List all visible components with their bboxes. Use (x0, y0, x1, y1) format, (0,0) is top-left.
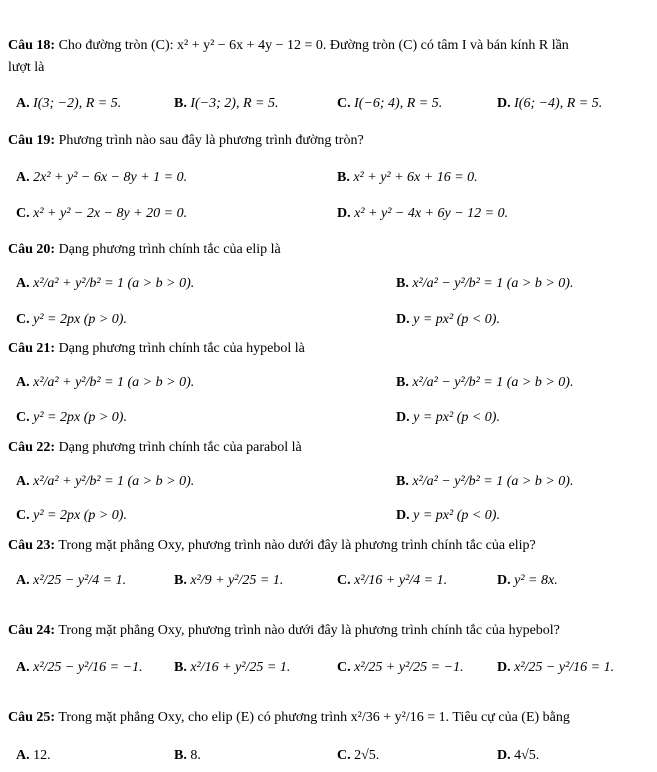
option-18-b[interactable]: B. I(−3; 2), R = 5. (174, 96, 279, 111)
question-text: Dạng phương trình chính tắc của hypebol là (58, 341, 305, 356)
option-23-b[interactable]: B. x²/9 + y²/25 = 1. (174, 573, 284, 588)
option-21-c[interactable]: C. y² = 2px (p > 0). (16, 410, 127, 425)
option-23-a[interactable]: A. x²/25 − y²/4 = 1. (16, 573, 127, 588)
question-number: Câu 18: (8, 38, 56, 53)
question-text: Dạng phương trình chính tắc của elip là (58, 242, 281, 257)
option-19-a[interactable]: A. 2x² + y² − 6x − 8y + 1 = 0. (16, 170, 188, 185)
question-19-stem (8, 133, 364, 149)
question-number: Câu 24: (8, 623, 56, 638)
question-20-stem (8, 242, 281, 258)
option-19-b[interactable]: B. x² + y² + 6x + 16 = 0. (337, 170, 478, 185)
question-text: Trong mặt phẳng Oxy, cho elip (E) có phương trình x²/36 + y²/16 = 1. Tiêu cự của (E) bằng (58, 710, 570, 725)
question-number: Câu 22: (8, 440, 56, 455)
option-23-c[interactable]: C. x²/16 + y²/4 = 1. (337, 573, 448, 588)
option-18-d[interactable]: D. I(6; −4), R = 5. (497, 96, 603, 111)
option-22-a[interactable]: A. x²/a² + y²/b² = 1 (a > b > 0). (16, 474, 195, 489)
option-24-b[interactable]: B. x²/16 + y²/25 = 1. (174, 660, 291, 675)
option-25-b[interactable]: B. 8. (174, 748, 201, 763)
question-number: Câu 23: (8, 538, 56, 553)
question-23-stem (8, 538, 536, 554)
question-number: Câu 20: (8, 242, 56, 257)
question-text: Trong mặt phẳng Oxy, phương trình nào dưới đây là phương trình chính tắc của hypebol? (58, 623, 560, 638)
option-18-c[interactable]: C. I(−6; 4), R = 5. (337, 96, 443, 111)
option-19-c[interactable]: C. x² + y² − 2x − 8y + 20 = 0. (16, 206, 188, 221)
option-20-c[interactable]: C. y² = 2px (p > 0). (16, 312, 127, 327)
question-number: Câu 19: (8, 133, 56, 148)
question-22-stem (8, 440, 302, 456)
option-25-a[interactable]: A. 12. (16, 748, 51, 763)
option-25-d[interactable]: D. 4√5. (497, 748, 540, 763)
question-text: Trong mặt phẳng Oxy, phương trình nào dưới đây là phương trình chính tắc của elip? (58, 538, 536, 553)
question-18-continuation: lượt là (8, 60, 45, 75)
question-number: Câu 25: (8, 710, 56, 725)
option-20-b[interactable]: B. x²/a² − y²/b² = 1 (a > b > 0). (396, 276, 574, 291)
question-25-stem (8, 710, 570, 726)
option-21-d[interactable]: D. y = px² (p < 0). (396, 410, 500, 425)
question-24-stem (8, 623, 560, 639)
option-18-a[interactable]: A. I(3; −2), R = 5. (16, 96, 122, 111)
question-18-stem (8, 38, 569, 54)
question-number: Câu 21: (8, 341, 56, 356)
option-21-a[interactable]: A. x²/a² + y²/b² = 1 (a > b > 0). (16, 375, 195, 390)
option-22-d[interactable]: D. y = px² (p < 0). (396, 508, 500, 523)
option-24-a[interactable]: A. x²/25 − y²/16 = −1. (16, 660, 143, 675)
option-24-c[interactable]: C. x²/25 + y²/25 = −1. (337, 660, 464, 675)
option-25-c[interactable]: C. 2√5. (337, 748, 380, 763)
question-text: Cho đường tròn (C): x² + y² − 6x + 4y − 12 = 0. Đường tròn (C) có tâm I và bán kính R lần (58, 38, 569, 53)
question-21-stem (8, 341, 305, 357)
option-22-c[interactable]: C. y² = 2px (p > 0). (16, 508, 127, 523)
option-21-b[interactable]: B. x²/a² − y²/b² = 1 (a > b > 0). (396, 375, 574, 390)
option-19-d[interactable]: D. x² + y² − 4x + 6y − 12 = 0. (337, 206, 509, 221)
option-20-a[interactable]: A. x²/a² + y²/b² = 1 (a > b > 0). (16, 276, 195, 291)
question-text: Dạng phương trình chính tắc của parabol là (58, 440, 302, 455)
option-23-d[interactable]: D. y² = 8x. (497, 573, 558, 588)
option-24-d[interactable]: D. x²/25 − y²/16 = 1. (497, 660, 615, 675)
question-text: Phương trình nào sau đây là phương trình đường tròn? (58, 133, 364, 148)
option-22-b[interactable]: B. x²/a² − y²/b² = 1 (a > b > 0). (396, 474, 574, 489)
option-20-d[interactable]: D. y = px² (p < 0). (396, 312, 500, 327)
